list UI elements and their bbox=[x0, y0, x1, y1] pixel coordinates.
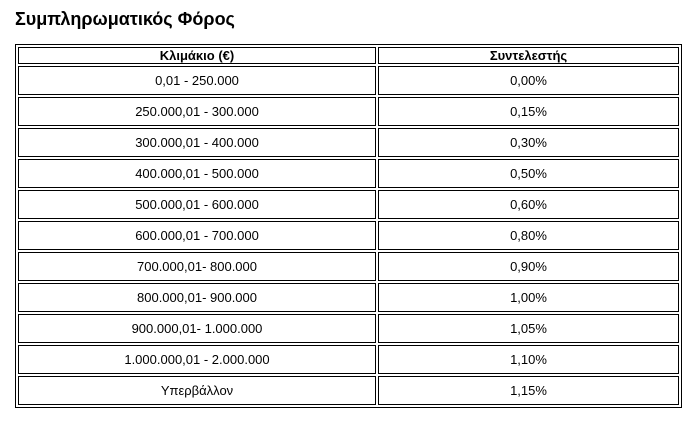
bracket-cell: 500.000,01 - 600.000 bbox=[18, 190, 376, 219]
page-title: Συμπληρωματικός Φόρος bbox=[15, 9, 235, 29]
bracket-cell: 250.000,01 - 300.000 bbox=[18, 97, 376, 126]
table-row bbox=[18, 66, 679, 95]
table-header-row bbox=[18, 47, 679, 64]
rate-cell: 0,15% bbox=[378, 97, 679, 126]
rate-cell: 1,05% bbox=[378, 314, 679, 343]
table-row bbox=[18, 283, 679, 312]
table-row bbox=[18, 314, 679, 343]
bracket-cell: 600.000,01 - 700.000 bbox=[18, 221, 376, 250]
bracket-cell: 1.000.000,01 - 2.000.000 bbox=[18, 345, 376, 374]
tax-table-container bbox=[15, 44, 682, 408]
rate-cell: 0,30% bbox=[378, 128, 679, 157]
rate-cell: 1,00% bbox=[378, 283, 679, 312]
column-header-bracket: Κλιμάκιο (€) bbox=[18, 47, 376, 64]
tax-rate-table bbox=[16, 45, 681, 407]
rate-cell: 0,90% bbox=[378, 252, 679, 281]
table-row bbox=[18, 252, 679, 281]
bracket-cell: 300.000,01 - 400.000 bbox=[18, 128, 376, 157]
bracket-cell: Υπερβάλλον bbox=[18, 376, 376, 405]
table-row bbox=[18, 190, 679, 219]
table-row bbox=[18, 97, 679, 126]
table-row bbox=[18, 376, 679, 405]
rate-cell: 1,10% bbox=[378, 345, 679, 374]
bracket-cell: 800.000,01- 900.000 bbox=[18, 283, 376, 312]
table-row bbox=[18, 345, 679, 374]
bracket-cell: 400.000,01 - 500.000 bbox=[18, 159, 376, 188]
bracket-cell: 900.000,01- 1.000.000 bbox=[18, 314, 376, 343]
rate-cell: 1,15% bbox=[378, 376, 679, 405]
table-row bbox=[18, 221, 679, 250]
rate-cell: 0,60% bbox=[378, 190, 679, 219]
rate-cell: 0,80% bbox=[378, 221, 679, 250]
column-header-rate: Συντελεστής bbox=[378, 47, 679, 64]
table-row bbox=[18, 128, 679, 157]
rate-cell: 0,50% bbox=[378, 159, 679, 188]
table-row bbox=[18, 159, 679, 188]
bracket-cell: 700.000,01- 800.000 bbox=[18, 252, 376, 281]
bracket-cell: 0,01 - 250.000 bbox=[18, 66, 376, 95]
rate-cell: 0,00% bbox=[378, 66, 679, 95]
